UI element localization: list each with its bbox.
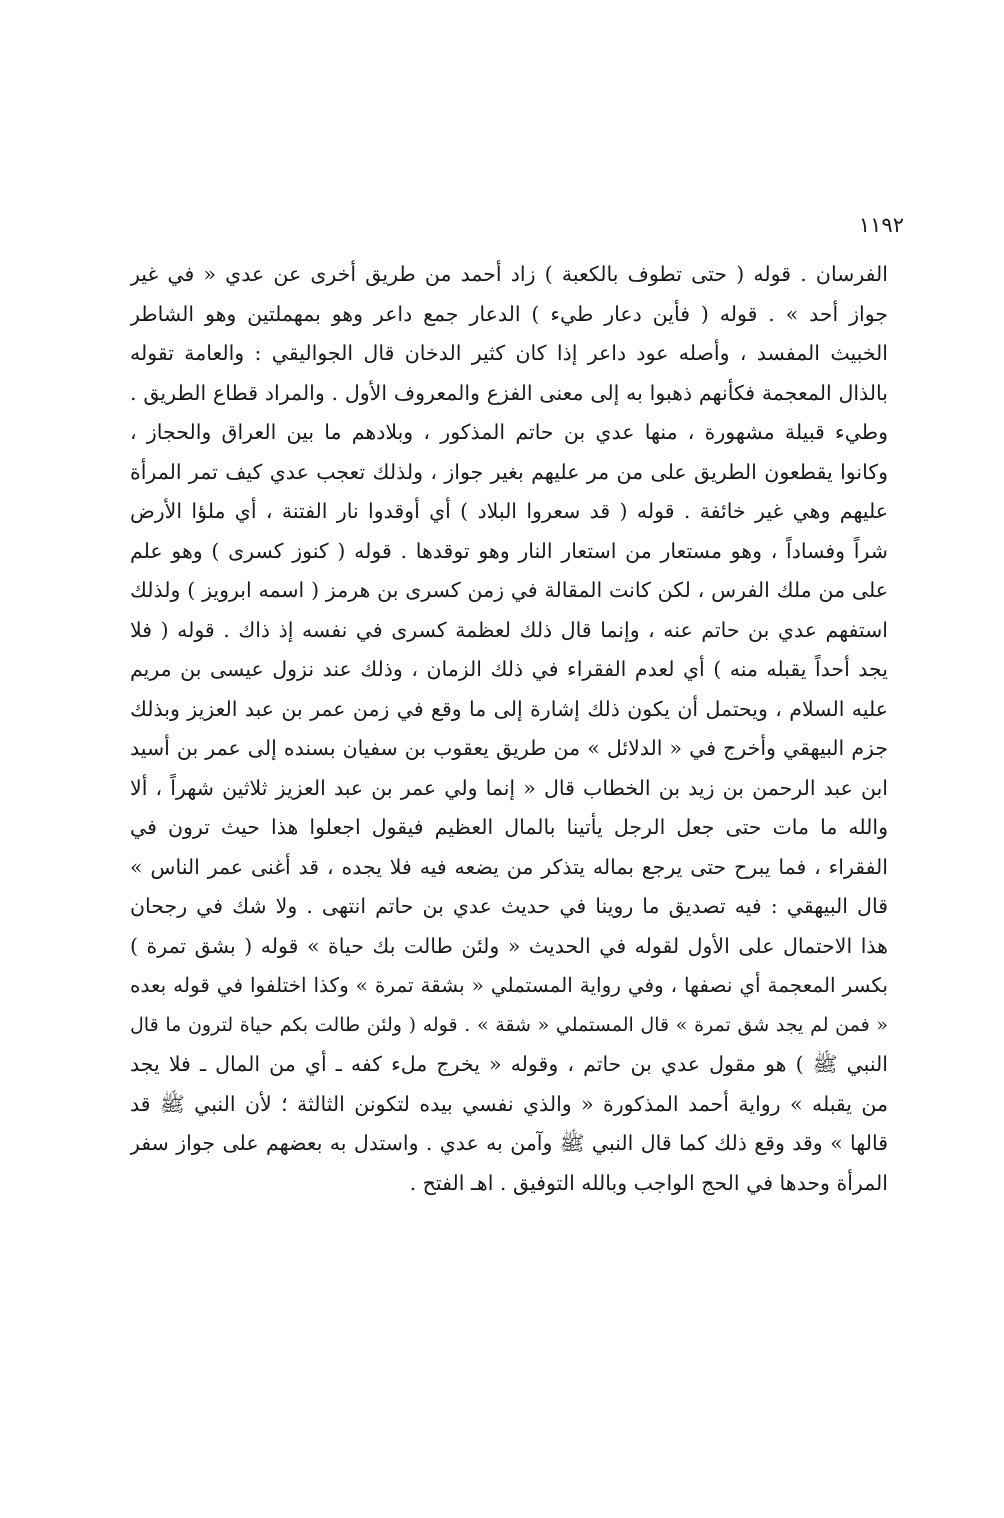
body-text — [130, 255, 888, 1203]
text-line: شراً وفساداً ، وهو مستعار من استعار النار وهو توقدها . قوله ( كنوز كسرى ) وهو علم — [130, 538, 888, 563]
text-line: بالذال المعجمة فكأنهم ذهبوا به إلى معنى الفزع والمعروف الأول . والمراد قطاع الطريق . — [130, 380, 888, 405]
text-line: هذا الاحتمال على الأول لقوله في الحديث « ولئن طالت بك حياة » قوله ( بشق تمرة ) — [130, 933, 888, 958]
text-line: الفقراء ، فما يبرح حتى يرجع بماله يتذكر من يضعه فيه فلا يجده ، قد أغنى عمر الناس » — [130, 854, 888, 879]
text-line: قالها » وقد وقع ذلك كما قال النبي ﷺ وآمن به عدي . واستدل به بعضهم على جواز سفر — [130, 1131, 888, 1155]
text-line: والله ما مات حتى جعل الرجل يأتينا بالمال العظيم فيقول اجعلوا هذا حيث ترون في — [130, 815, 888, 839]
text-line: النبي ﷺ ) هو مقول عدي بن حاتم ، وقوله « يخرج ملء كفه ـ أي من المال ـ فلا يجد — [130, 1052, 888, 1076]
text-line: عليهم وهي غير خائفة . قوله ( قد سعروا البلاد ) أي أوقدوا نار الفتنة ، أي ملؤا الأرض — [130, 499, 888, 523]
text-line: وطيء قبيلة مشهورة ، منها عدي بن حاتم المذكور ، وبلادهم ما بين العراق والحجاز ، — [130, 420, 888, 444]
text-line: عليه السلام ، ويحتمل أن يكون ذلك إشارة إلى ما وقع في زمن عمر بن عبد العزيز وبذلك — [130, 696, 888, 721]
text-line: جواز أحد » . قوله ( فأين دعار طيء ) الدعار جمع داعر وهو بمهملتين وهو الشاطر — [130, 301, 888, 326]
text-line: « فمن لم يجد شق تمرة » قال المستملي « شقة » . قوله ( ولئن طالت بكم حياة لترون ما قال — [130, 1013, 888, 1036]
text-line: الخبيث المفسد ، وأصله عود داعر إذا كان كثير الدخان قال الجواليقي : والعامة تقوله — [130, 341, 888, 365]
text-line: استفهم عدي بن حاتم عنه ، وإنما قال ذلك لعظمة كسرى في نفسه إذ ذاك . قوله ( فلا — [130, 617, 888, 642]
page-number: ١١٩٢ — [858, 213, 904, 237]
text-line: الفرسان . قوله ( حتى تطوف بالكعبة ) زاد أحمد من طريق أخرى عن عدي « في غير — [130, 262, 888, 286]
text-line: ابن عبد الرحمن بن زيد بن الخطاب قال « إنما ولي عمر بن عبد العزيز ثلاثين شهراً ، ألا — [130, 775, 888, 800]
text-line: وكانوا يقطعون الطريق على من مر عليهم بغير جواز ، ولذلك تعجب عدي كيف تمر المرأة — [130, 459, 888, 484]
text-line: المرأة وحدها في الحج الواجب وبالله التوفيق . اهـ الفتح . — [409, 1170, 888, 1195]
text-line: على من ملك الفرس ، لكن كانت المقالة في زمن كسرى بن هرمز ( اسمه ابرويز ) ولذلك — [130, 578, 888, 602]
text-line: من يقبله » رواية أحمد المذكورة « والذي نفسي بيده لتكونن الثالثة ؛ لأن النبي ﷺ قد — [130, 1091, 888, 1116]
text-line: يجد أحداً يقبله منه ) أي لعدم الفقراء في ذلك الزمان ، وذلك عند نزول عيسى بن مريم — [130, 657, 888, 681]
text-line: بكسر المعجمة أي نصفها ، وفي رواية المستملي « بشقة تمرة » وكذا اختلفوا في قوله بعده — [130, 973, 888, 997]
text-line: جزم البيهقي وأخرج في « الدلائل » من طريق يعقوب بن سفيان بسنده إلى عمر بن أسيد — [130, 736, 888, 760]
text-line: قال البيهقي : فيه تصديق ما روينا في حديث عدي بن حاتم انتهى . ولا شك في رجحان — [130, 894, 888, 918]
